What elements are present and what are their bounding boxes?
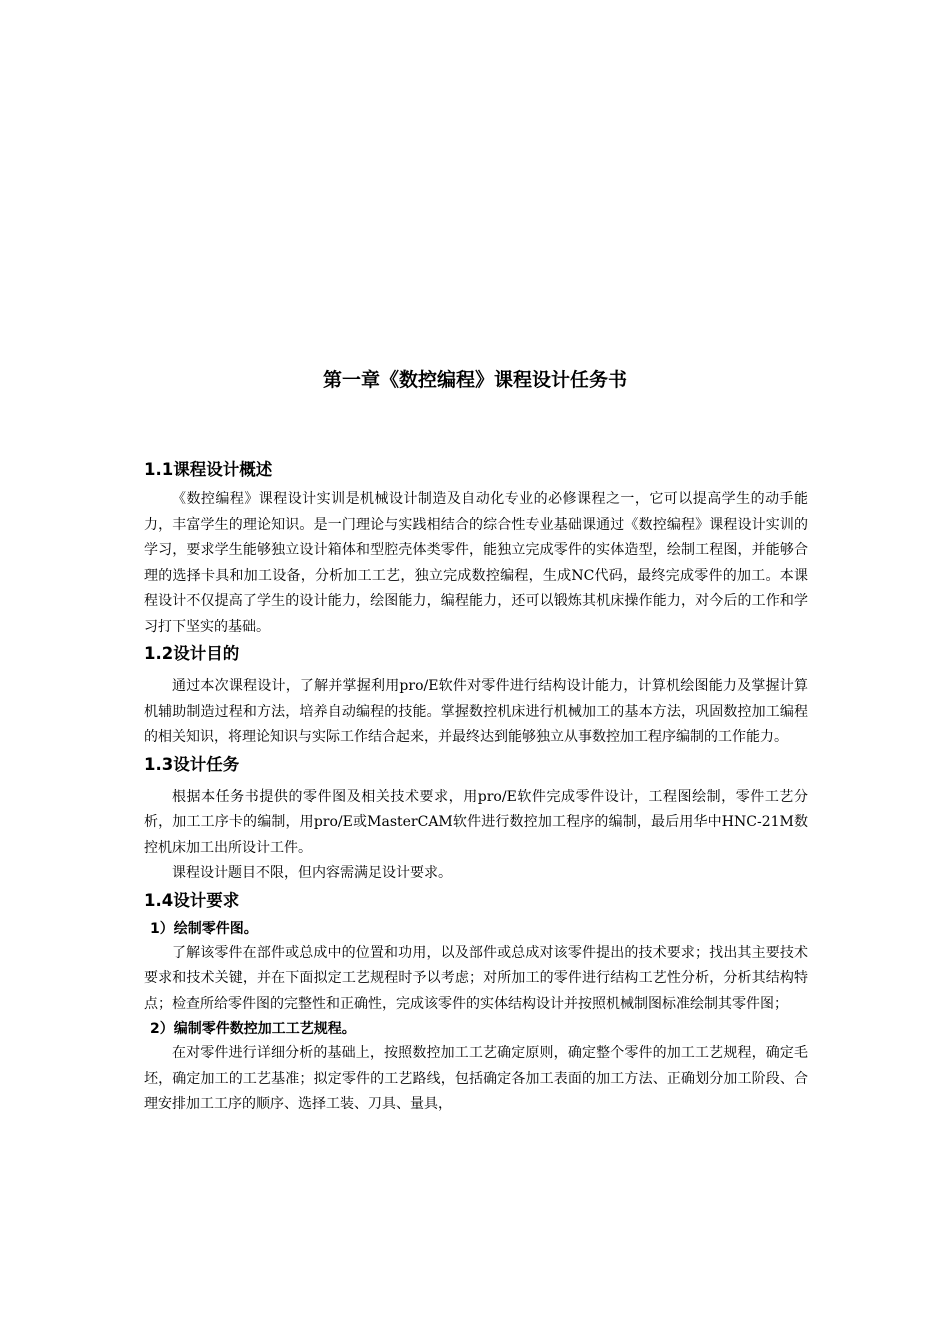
requirement-text: 在对零件进行详细分析的基础上，按照数控加工工艺确定原则，确定整个零件的加工工艺规程，确定毛坯，确定加工的工艺基准；拟定零件的工艺路线，包括确定各加工表面的加工方法、正确划分加工阶段、合理安排加工工序的顺序、选择工装、刀具、量具， [144,1045,808,1112]
section-requirements [144,889,808,1118]
section-overview [144,458,808,640]
section-heading: 1.4设计要求 [144,890,240,910]
section-heading: 1.2设计目的 [144,644,240,663]
paragraph: 《数控编程》课程设计实训是机械设计制造及自动化专业的必修课程之一，它可以提高学生的动手能力，丰富学生的理论知识。是一门理论与实践相结合的综合性专业基础课通过《数控编程》课程设计实训的学习，要求学生能够独立设计箱体和型腔壳体类零件，能独立完成零件的实体造型，绘制工程图，并能够合理的选择卡具和加工设备，分析加工工艺，独立完成数控编程，生成NC代码，最终完成零件的加工。本课程设计不仅提高了学生的设计能力，绘图能力，编程能力，还可以锻炼其机床操作能力，对今后的工作和学习打下坚实的基础。 [144,491,808,635]
paragraph: 课程设计题目不限，但内容需满足设计要求。 [172,865,452,881]
requirement-item [144,917,808,1018]
paragraph: 根据本任务书提供的零件图及相关技术要求，用pro/E软件完成零件设计，工程图绘制，零件工艺分析，加工工序卡的编制，用pro/E或MasterCAM软件进行数控加工程序的编制，最后用华中HNC-21M数控机床加工出所设计工件。 [144,788,808,856]
section-heading: 1.3设计任务 [144,754,240,774]
section-purpose [144,642,808,751]
requirement-text: 了解该零件在部件或总成中的位置和功用，以及部件或总成对该零件提出的技术要求；找出其主要技术要求和技术关键，并在下面拟定工艺规程时予以考虑；对所加工的零件进行结构工艺性分析，分析其结构特点；检查所给零件图的完整性和正确性，完成该零件的实体结构设计并按照机械制图标准绘制其零件图； [144,944,808,1012]
chapter-title: 第一章《数控编程》课程设计任务书 [322,369,627,391]
requirement-label: 1）绘制零件图。 [150,920,258,937]
requirement-label: 2）编制零件数控加工工艺规程。 [150,1021,356,1037]
document-body [144,458,808,1118]
section-heading: 1.1课程设计概述 [144,460,273,479]
requirement-item [144,1017,808,1118]
paragraph: 通过本次课程设计，了解并掌握利用pro/E软件对零件进行结构设计能力，计算机绘图能力及掌握计算机辅助制造过程和方法，培养自动编程的技能。掌握数控机床进行机械加工的基本方法，巩固数控加工编程的相关知识，将理论知识与实际工作结合起来，并最终达到能够独立从事数控加工程序编制的工作能力。 [144,678,808,745]
section-task [144,753,808,887]
